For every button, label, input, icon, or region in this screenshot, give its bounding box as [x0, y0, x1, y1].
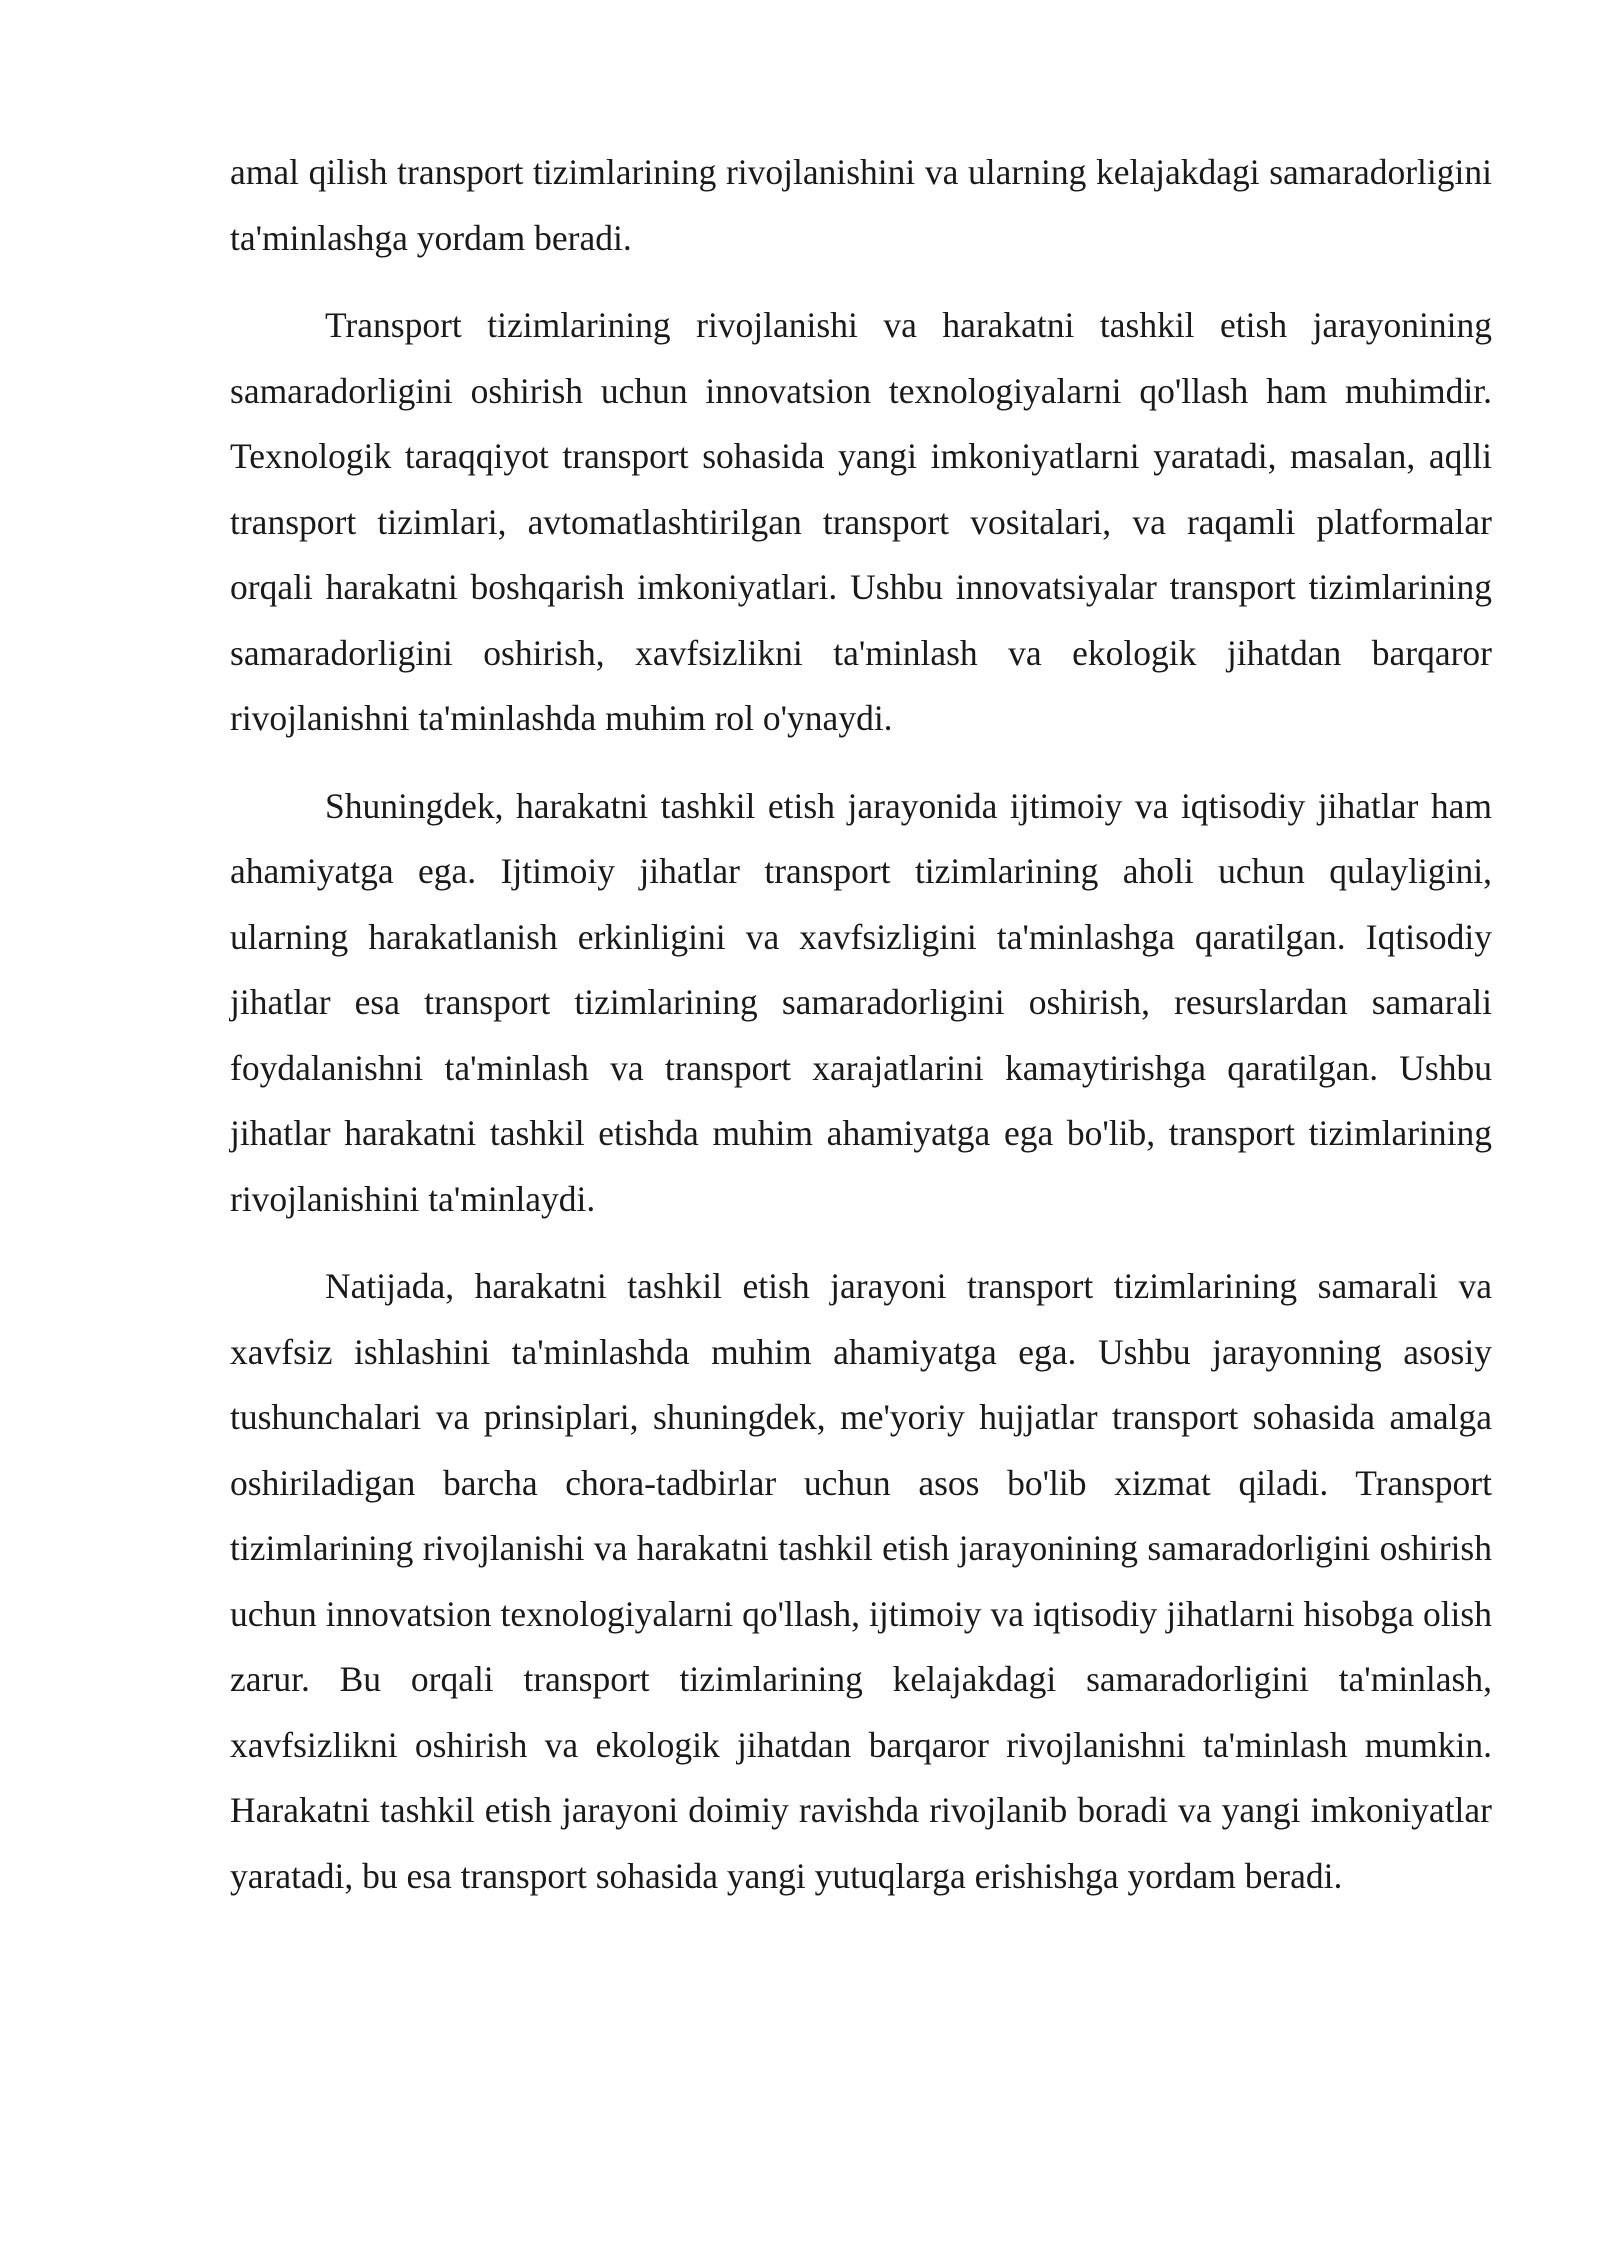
paragraph-social-economic: Shuningdek, harakatni tashkil etish jarayonida ijtimoiy va iqtisodiy jihatlar ham ahamiyatga ega. Ijtimoiy jihatlar transport tizimlarining aholi uchun qulayligini, ularning harakatlanish erkinligini va xavfsizligini ta'minlashga qaratilgan. Iqtisodiy jihatlar esa transport tizimlarining samaradorligini oshirish, resurslardan samarali foydalanishni ta'minlash va transport xarajatlarini kamaytirishga qaratilgan. Ushbu jihatlar harakatni tashkil etishda muhim ahamiyatga ega bo'lib, transport tizimlarining rivojlanishini ta'minlaydi. — [230, 785, 1492, 1219]
document-body — [230, 140, 1492, 1931]
paragraph-conclusion: Natijada, harakatni tashkil etish jarayoni transport tizimlarining samarali va xavfsiz ishlashini ta'minlashda muhim ahamiyatga ega. Ushbu jarayonning asosiy tushunchalari va prinsiplari, shuningdek, me'yoriy hujjatlar transport sohasida amalga oshiriladigan barcha chora-tadbirlar uchun asos bo'lib xizmat qiladi. Transport tizimlarining rivojlanishi va harakatni tashkil etish jarayonining samaradorligini oshirish uchun innovatsion texnologiyalarni qo'llash, ijtimoiy va iqtisodiy jihatlarni hisobga olish zarur. Bu orqali transport tizimlarining kelajakdagi samaradorligini ta'minlash, xavfsizlikni oshirish va ekologik jihatdan barqaror rivojlanishni ta'minlash mumkin. Harakatni tashkil etish jarayoni doimiy ravishda rivojlanib boradi va yangi imkoniyatlar yaratadi, bu esa transport sohasida yangi yutuqlarga erishishga yordam beradi. — [230, 1266, 1492, 1896]
paragraph-innovation: Transport tizimlarining rivojlanishi va harakatni tashkil etish jarayonining samaradorligini oshirish uchun innovatsion texnologiyalarni qo'llash ham muhimdir. Texnologik taraqqiyot transport sohasida yangi imkoniyatlarni yaratadi, masalan, aqlli transport tizimlari, avtomatlashtirilgan transport vositalari, va raqamli platformalar orqali harakatni boshqarish imkoniyatlari. Ushbu innovatsiyalar transport tizimlarining samaradorligini oshirish, xavfsizlikni ta'minlash va ekologik jihatdan barqaror rivojlanishni ta'minlashda muhim rol o'ynaydi. — [230, 305, 1492, 738]
paragraph-continuation: amal qilish transport tizimlarining rivojlanishini va ularning kelajakdagi samaradorligini ta'minlashga yordam beradi. — [230, 152, 1492, 258]
